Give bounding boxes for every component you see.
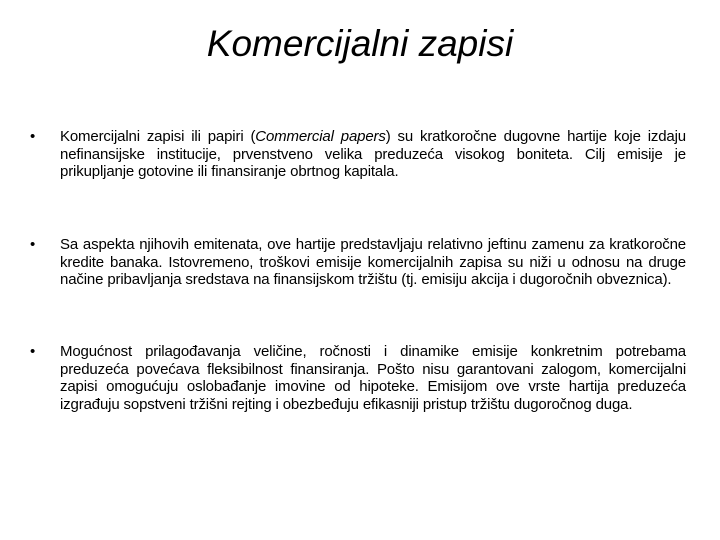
bullet-text: [60, 128, 686, 181]
bullet-text: Sa aspekta njihovih emitenata, ove hartije predstavljaju relativno jeftinu zamenu za kratkoročne kredite banaka. Istovremeno, troškovi emisije komercijalnih zapisa su niži u odnosu na druge načine pribavljanja sredstava na finansijskom tržištu (tj. emisiju akcija i dugoročnih obveznica).: [60, 236, 686, 289]
bullet-item: [30, 236, 686, 289]
bullet-text: Mogućnost prilagođavanja veličine, ročnosti i dinamike emisije konkretnim potrebama preduzeća povećava fleksibilnost finansiranja. Pošto nisu garantovani zalogom, komercijalni zapisi omogućuju oslobađanje imovine od hipoteke. Emisijom ove vrste hartija preduzeća izgrađuju sopstveni tržišni rejting i obezbeđuju efikasniji pristup tržištu dugoročnog duga.: [60, 343, 686, 413]
bullet-item: [30, 128, 686, 181]
slide-title: Komercijalni zapisi: [206, 23, 514, 64]
bullet-item: [30, 343, 686, 413]
bullet-text-part: Komercijalni zapisi ili papiri (: [60, 128, 256, 145]
bullet-icon: •: [30, 128, 36, 145]
bullet-icon: •: [30, 343, 36, 360]
bullet-text-part: ) su kratkoročne dugovne hartije koje izdaju nefinansijske institucije, prvenstveno velika preduzeća visokog boniteta. Cilj emisije je prikupljanje gotovine ili finansiranje obrtnog kapitala.: [60, 128, 686, 181]
bullet-icon: •: [30, 236, 36, 253]
bullet-text-italic: Commercial papers: [255, 128, 386, 145]
